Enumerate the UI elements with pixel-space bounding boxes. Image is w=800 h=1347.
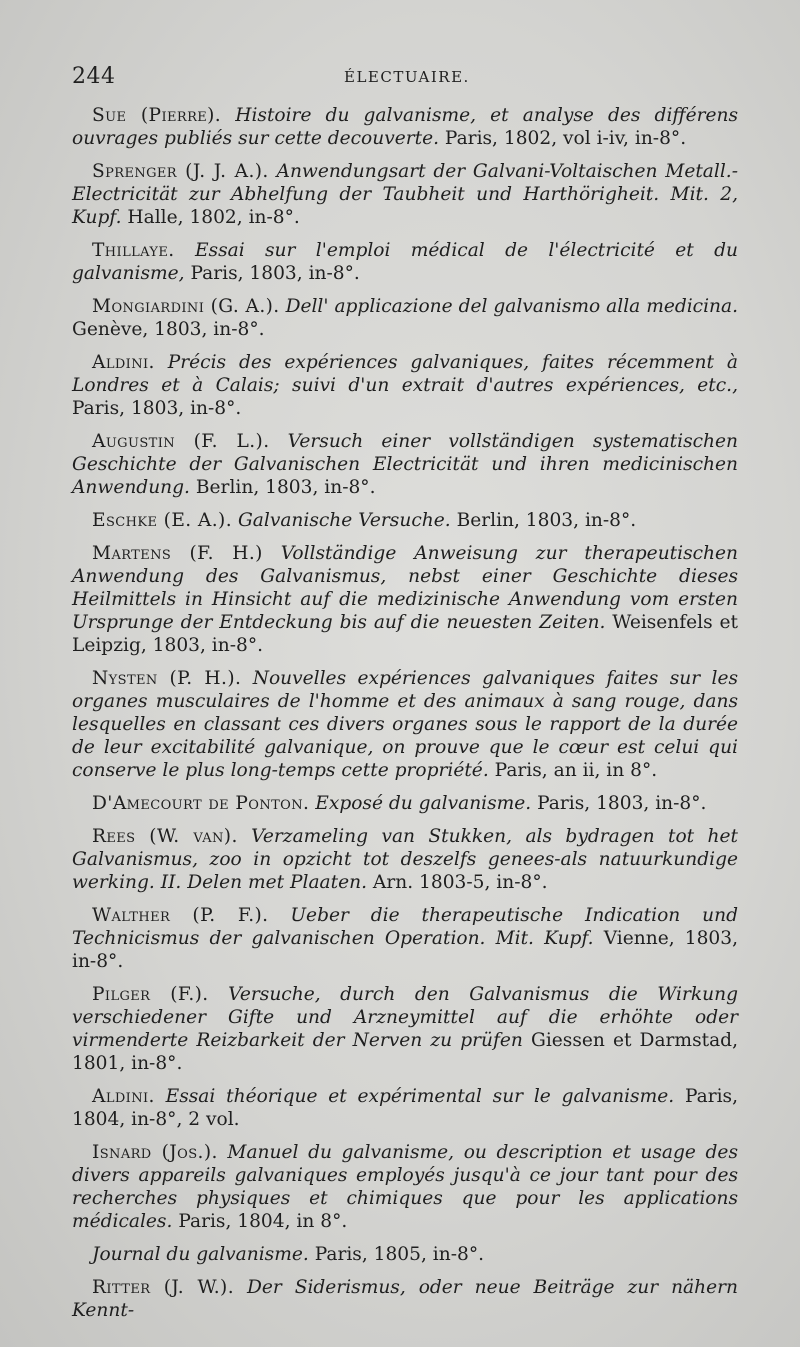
entry-details: Weisenfels et Leipzig, 1803, in-8°. [72, 612, 738, 656]
entry-author: Walther (P. F.). [92, 905, 269, 926]
bibliography-entry [72, 1085, 738, 1131]
running-head: ÉLECTUAIRE. [344, 68, 470, 86]
entry-title: Anwendungsart der Galvani-Voltaischen Metall.-Electricität zur Abhelfung der Taubheit und Harthörigheit. Mit. 2, Kupf. [72, 161, 738, 228]
bibliography-entry [72, 239, 738, 285]
bibliography-entry [72, 160, 738, 229]
entry-title: Nouvelles expériences galvaniques faites sur les organes musculaires de l'homme et des animaux à sang rouge, dans lesquelles en classant ces divers organes sous le rapport de la durée de leur excitabilité galvanique, on prouve que le cœur est celui qui conserve le plus long-temps cette propriété. [72, 668, 738, 781]
entry-author: Sprenger (J. J. A.). [92, 161, 269, 182]
entry-title: Précis des expériences galvaniques, faites récemment à Londres et à Calais; suivi d'un extrait d'autres expériences, etc., [72, 352, 738, 396]
entry-details: Berlin, 1803, in-8°. [195, 477, 376, 498]
entry-details: Paris, 1805, in-8°. [314, 1244, 485, 1265]
bibliography-entry [72, 104, 738, 150]
entry-details: Genève, 1803, in-8°. [72, 319, 265, 340]
entry-title: Galvanische Versuche. [237, 510, 451, 531]
entry-title: Verzameling van Stukken, als bydragen tot het Galvanismus, zoo in opzicht tot deszelfs genees-als natuurkundige werking. II. Delen met Plaaten. [72, 826, 738, 893]
bibliography-entry [72, 983, 738, 1075]
entry-title: Essai théorique et expérimental sur le galvanisme. [165, 1086, 675, 1107]
bibliography-entry [72, 1243, 738, 1266]
entry-details: Halle, 1802, in-8°. [127, 207, 300, 228]
entry-author: Pilger (F.). [92, 984, 209, 1005]
bibliography-entry [72, 1276, 738, 1322]
bibliography-entry [72, 825, 738, 894]
bibliography-entry [72, 667, 738, 782]
entry-author: Sue (Pierre). [92, 105, 222, 126]
page-number: 244 [72, 64, 116, 89]
entry-details: Paris, 1803, in-8°. [190, 263, 360, 284]
entry-author: Aldini. [92, 352, 155, 373]
bibliography-entry [72, 509, 738, 532]
bibliography-entry [72, 351, 738, 420]
entry-title: Vollständige Anweisung zur therapeutischen Anwendung des Galvanismus, nebst einer Geschichte dieses Heilmittels in Hinsicht auf die medizinische Anwendung vom ersten Ursprunge der Entdeckung bis auf die neuesten Zeiten. [72, 543, 738, 633]
bibliography-entry [72, 430, 738, 499]
entry-author: Augustin (F. L.). [92, 431, 270, 452]
entry-title: Manuel du galvanisme, ou description et usage des divers appareils galvaniques employés jusqu'à ce jour tant pour des recherches physiques et chimiques que pour les applications médicales. [72, 1142, 738, 1232]
entry-details: Paris, 1803, in-8°. [537, 793, 707, 814]
entry-details: Paris, an ii, in 8°. [494, 760, 658, 781]
entry-author: Mongiardini (G. A.). [92, 296, 280, 317]
entry-title: Ueber die therapeutische Indication und Technicismus der galvanischen Operation. Mit. Kupf. [72, 905, 738, 949]
entry-title: Versuche, durch den Galvanismus die Wirkung verschiedener Gifte und Arzneymittel auf die erhöhte oder virmenderte Reizbarkeit der Nerven zu prüfen [72, 984, 738, 1051]
bibliography-entry [72, 542, 738, 657]
entry-title: Versuch einer vollständigen systematischen Geschichte der Galvanischen Electricität und ihren medicinischen Anwendung. [72, 431, 738, 498]
entry-author: Thillaye. [92, 240, 175, 261]
entry-author: Isnard (Jos.). [92, 1142, 218, 1163]
entry-author: Eschke (E. A.). [92, 510, 233, 531]
bibliography-entry [72, 295, 738, 341]
bibliography-entry [72, 1141, 738, 1233]
bibliography-list [72, 104, 738, 1332]
entry-details: Paris, 1803, in-8°. [72, 398, 242, 419]
entry-title: Essai sur l'emploi médical de l'électricité et du galvanisme, [72, 240, 738, 284]
entry-details: Berlin, 1803, in-8°. [456, 510, 637, 531]
entry-details: Giessen et Darmstad, 1801, in-8°. [72, 1030, 738, 1074]
entry-title: Dell' applicazione del galvanismo alla medicina. [285, 296, 739, 317]
entry-author: D'Amecourt de Ponton. [92, 793, 310, 814]
entry-title: Exposé du galvanisme. [315, 793, 532, 814]
entry-author: Aldini. [92, 1086, 155, 1107]
entry-details: Paris, 1804, in-8°, 2 vol. [72, 1086, 738, 1130]
entry-details: Paris, 1802, vol i-iv, in-8°. [444, 128, 687, 149]
entry-author: Nysten (P. H.). [92, 668, 242, 689]
entry-title: Journal du galvanisme. [92, 1244, 309, 1265]
entry-author: Rees (W. van). [92, 826, 238, 847]
entry-author: Ritter (J. W.). [92, 1277, 235, 1298]
bibliography-entry [72, 792, 738, 815]
page-header [72, 64, 732, 100]
entry-title: Histoire du galvanisme, et analyse des différens ouvrages publiés sur cette decouverte. [72, 105, 738, 149]
entry-details: Arn. 1803-5, in-8°. [372, 872, 548, 893]
entry-author: Martens (F. H.) [92, 543, 263, 564]
entry-title: Der Siderismus, oder neue Beiträge zur nähern Kennt- [72, 1277, 738, 1321]
entry-details: Paris, 1804, in 8°. [178, 1211, 348, 1232]
bibliography-entry [72, 904, 738, 973]
entry-details: Vienne, 1803, in-8°. [72, 928, 738, 972]
